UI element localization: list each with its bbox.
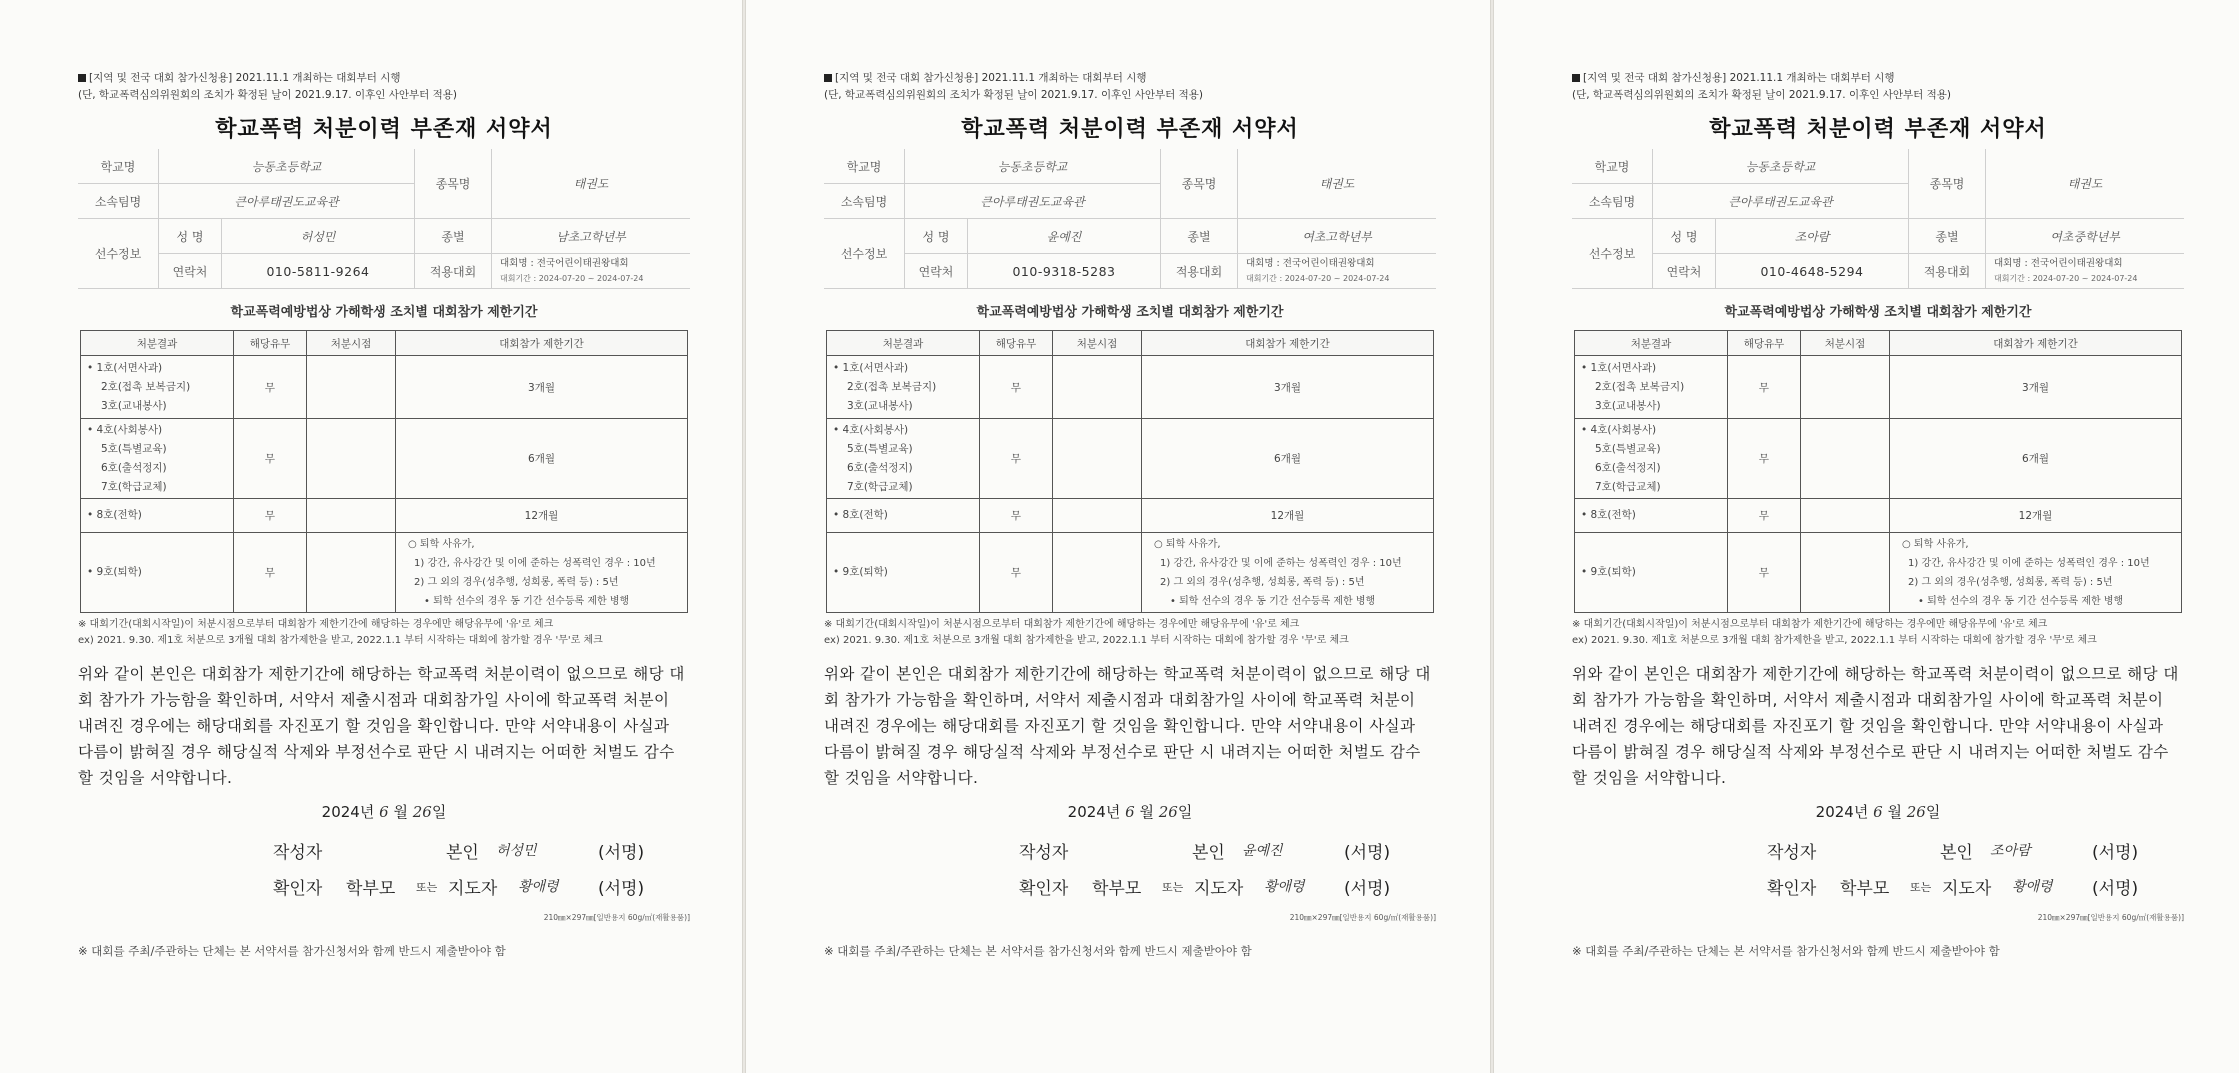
row1-applicable: 무: [1728, 356, 1801, 419]
comp-name: 전국어린이태권왕대회: [536, 258, 629, 269]
square-bullet-icon: [78, 74, 86, 82]
parent-label: 학부모: [346, 879, 396, 899]
label-applied-comp: 적용대회: [1909, 254, 1986, 289]
footnotes: [78, 617, 690, 649]
writer-label: 작성자: [1019, 843, 1069, 863]
pledge-text: 위와 같이 본인은 대회참가 제한기간에 해당하는 학교폭력 처분이력이 없으므로 해당 대회 참가가 가능함을 확인하며, 서약서 제출시점과 대회참가일 사이에 학교폭력 처분이 내려진 경우에는 해당대회를 자진포기 할 것임을 확인합니다. 만약 서약내용이 사실과 다름이 밝혀질 경우 해당실적 삭제와 부정선수로 판단 시 내려지는 어떠한 처벌도 감수할 것임을 서약합니다.: [78, 665, 685, 787]
row4-applicable: 무: [980, 533, 1053, 613]
th-limit: 대회참가 제한기간: [1890, 331, 2182, 356]
th-result: 처분결과: [1575, 331, 1728, 356]
coach-signature: 황애령: [1264, 879, 1305, 895]
signature-block: [1572, 838, 2184, 910]
writer-label: 작성자: [273, 843, 323, 863]
row4-categories: • 9호(퇴학): [1575, 533, 1728, 613]
restriction-subtitle: 학교폭력예방법상 가해학생 조치별 대회참가 제한기간: [976, 305, 1284, 320]
coach-sign-label: (서명): [2092, 879, 2139, 899]
th-result: 처분결과: [827, 331, 980, 356]
label-category: 종별: [415, 219, 492, 254]
pledge-sheet-2: [746, 0, 1490, 1073]
notice-line-2: (단, 학교폭력심의위원회의 조치가 확정된 날이 2021.9.17. 이후인 사안부터 적용): [824, 89, 1204, 101]
date-day-label: 일: [431, 803, 447, 821]
confirm-row: [1572, 874, 2184, 904]
label-applied-comp: 적용대회: [1161, 254, 1238, 289]
row4-categories: • 9호(퇴학): [827, 533, 980, 613]
label-player-info: 선수정보: [78, 219, 159, 289]
row1-categories: • 1호(서면사과) 2호(접촉 보복금지) 3호(교내봉사): [81, 356, 234, 419]
row1-date: [307, 356, 396, 419]
th-applicable: 해당유무: [234, 331, 307, 356]
label-name: 성 명: [159, 219, 222, 254]
notice: [1572, 70, 2184, 104]
document-title: 학교폭력 처분이력 부존재 서약서: [1709, 117, 2047, 142]
th-limit: 대회참가 제한기간: [1142, 331, 1434, 356]
bottom-note: ※ 대회를 주최/주관하는 단체는 본 서약서를 참가신청서와 함께 반드시 제출받아야 함: [78, 944, 506, 958]
signature-block: [78, 838, 690, 910]
footnote-2: ex) 2021. 9.30. 제1호 처분으로 3개월 대회 참가제한을 받고, 2022.1.1 부터 시작하는 대회에 참가할 경우 '무'로 체크: [1572, 635, 2097, 646]
restriction-subtitle: 학교폭력예방법상 가해학생 조치별 대회참가 제한기간: [1724, 305, 2032, 320]
row3-date: [1801, 499, 1890, 533]
date-year: 2024년: [321, 803, 375, 821]
th-date: 처분시점: [1801, 331, 1890, 356]
self-label: 본인: [1940, 843, 1973, 863]
writer-row: [824, 838, 1436, 868]
row1-applicable: 무: [234, 356, 307, 419]
row4-categories: • 9호(퇴학): [81, 533, 234, 613]
pledge-date: [78, 801, 690, 822]
row2-limit: 6개월: [396, 419, 688, 499]
row2-categories: • 4호(사회봉사) 5호(특별교육) 6호(출석정지) 7호(학급교체): [81, 419, 234, 499]
event-value: 태권도: [1986, 149, 2185, 219]
pledge-sheet-3: [1494, 0, 2239, 1073]
writer-row: [78, 838, 690, 868]
label-event: 종목명: [415, 149, 492, 219]
writer-row: [1572, 838, 2184, 868]
sheet-content: [1572, 70, 2184, 959]
row1-limit: 3개월: [396, 356, 688, 419]
date-day: 26: [1906, 803, 1926, 821]
pledge-sheet-1: [0, 0, 742, 1073]
date-day: 26: [412, 803, 432, 821]
footnote-1: ※ 대회기간(대회시작일)이 처분시점으로부터 대회참가 제한기간에 해당하는 경우에만 해당유무에 '유'로 체크: [824, 619, 1300, 630]
th-limit: 대회참가 제한기간: [396, 331, 688, 356]
label-affiliation: 소속팀명: [1572, 184, 1653, 219]
row4-applicable: 무: [1728, 533, 1801, 613]
row2-date: [1801, 419, 1890, 499]
player-name: 윤예진: [968, 219, 1161, 254]
info-table: [824, 149, 1436, 289]
date-day-label: 일: [1177, 803, 1193, 821]
pledge-date: [1572, 801, 2184, 822]
footnote-2: ex) 2021. 9.30. 제1호 처분으로 3개월 대회 참가제한을 받고, 2022.1.1 부터 시작하는 대회에 참가할 경우 '무'로 체크: [824, 635, 1349, 646]
row2-categories: • 4호(사회봉사) 5호(특별교육) 6호(출석정지) 7호(학급교체): [827, 419, 980, 499]
player-name: 허성민: [222, 219, 415, 254]
confirm-row: [78, 874, 690, 904]
affiliation-value: 큰아루태권도교육관: [905, 184, 1161, 219]
label-comp-period: 대회기간 :: [1246, 274, 1283, 283]
row2-categories: • 4호(사회봉사) 5호(특별교육) 6호(출석정지) 7호(학급교체): [1575, 419, 1728, 499]
label-contact: 연락처: [905, 254, 968, 289]
affiliation-value: 큰아루태권도교육관: [1653, 184, 1909, 219]
coach-label: 지도자: [1194, 879, 1244, 899]
label-event: 종목명: [1161, 149, 1238, 219]
signature-block: [824, 838, 1436, 910]
row2-applicable: 무: [1728, 419, 1801, 499]
row2-applicable: 무: [234, 419, 307, 499]
info-table: [78, 149, 690, 289]
date-year: 2024년: [1067, 803, 1121, 821]
pledge-text: 위와 같이 본인은 대회참가 제한기간에 해당하는 학교폭력 처분이력이 없으므로 해당 대회 참가가 가능함을 확인하며, 서약서 제출시점과 대회참가일 사이에 학교폭력 처분이 내려진 경우에는 해당대회를 자진포기 할 것임을 확인합니다. 만약 서약내용이 사실과 다름이 밝혀질 경우 해당실적 삭제와 부정선수로 판단 시 내려지는 어떠한 처벌도 감수할 것임을 서약합니다.: [1572, 665, 2179, 787]
label-affiliation: 소속팀명: [824, 184, 905, 219]
restriction-subtitle: 학교폭력예방법상 가해학생 조치별 대회참가 제한기간: [230, 305, 538, 320]
school-value: 능동초등학교: [905, 149, 1161, 184]
self-sign-label: (서명): [2092, 843, 2139, 863]
square-bullet-icon: [1572, 74, 1580, 82]
label-category: 종별: [1909, 219, 1986, 254]
school-value: 능동초등학교: [1653, 149, 1909, 184]
row3-limit: 12개월: [396, 499, 688, 533]
th-date: 처분시점: [1053, 331, 1142, 356]
or-label: 또는: [416, 881, 438, 894]
label-contact: 연락처: [159, 254, 222, 289]
notice-line-2: (단, 학교폭력심의위원회의 조치가 확정된 날이 2021.9.17. 이후인 사안부터 적용): [78, 89, 458, 101]
label-category: 종별: [1161, 219, 1238, 254]
label-school: 학교명: [824, 149, 905, 184]
row2-limit: 6개월: [1142, 419, 1434, 499]
notice-line-2: (단, 학교폭력심의위원회의 조치가 확정된 날이 2021.9.17. 이후인 사안부터 적용): [1572, 89, 1952, 101]
row3-limit: 12개월: [1890, 499, 2182, 533]
document-title: 학교폭력 처분이력 부존재 서약서: [961, 117, 1299, 142]
row4-date: [1801, 533, 1890, 613]
footnotes: [824, 617, 1436, 649]
self-signature: 조아람: [1990, 843, 2031, 859]
affiliation-value: 큰아루태권도교육관: [159, 184, 415, 219]
date-day: 26: [1158, 803, 1178, 821]
label-player-info: 선수정보: [824, 219, 905, 289]
label-name: 성 명: [905, 219, 968, 254]
notice: [78, 70, 690, 104]
row1-limit: 3개월: [1142, 356, 1434, 419]
row3-applicable: 무: [1728, 499, 1801, 533]
coach-sign-label: (서명): [598, 879, 645, 899]
footnote-1: ※ 대회기간(대회시작일)이 처분시점으로부터 대회참가 제한기간에 해당하는 경우에만 해당유무에 '유'로 체크: [78, 619, 554, 630]
contact-value: 010-5811-9264: [222, 254, 415, 289]
self-sign-label: (서명): [1344, 843, 1391, 863]
row2-limit: 6개월: [1890, 419, 2182, 499]
label-school: 학교명: [78, 149, 159, 184]
notice-line-1: [지역 및 전국 대회 참가신청용] 2021.11.1 개최하는 대회부터 시행: [89, 72, 401, 84]
restriction-table: [1574, 330, 2182, 613]
self-signature: 허성민: [496, 843, 537, 859]
writer-label: 작성자: [1767, 843, 1817, 863]
date-day-label: 일: [1925, 803, 1941, 821]
category-value: 남초고학년부: [492, 219, 691, 254]
date-month: 6: [379, 803, 389, 821]
category-value: 여초고학년부: [1238, 219, 1437, 254]
coach-label: 지도자: [1942, 879, 1992, 899]
sheet-content: [78, 70, 690, 959]
notice-line-1: [지역 및 전국 대회 참가신청용] 2021.11.1 개최하는 대회부터 시행: [835, 72, 1147, 84]
row3-applicable: 무: [234, 499, 307, 533]
row3-categories: • 8호(전학): [827, 499, 980, 533]
label-name: 성 명: [1653, 219, 1716, 254]
row1-categories: • 1호(서면사과) 2호(접촉 보복금지) 3호(교내봉사): [827, 356, 980, 419]
label-applied-comp: 적용대회: [415, 254, 492, 289]
parent-label: 학부모: [1092, 879, 1142, 899]
date-year: 2024년: [1815, 803, 1869, 821]
coach-signature: 황애령: [518, 879, 559, 895]
self-sign-label: (서명): [598, 843, 645, 863]
row3-categories: • 8호(전학): [1575, 499, 1728, 533]
or-label: 또는: [1162, 881, 1184, 894]
row1-limit: 3개월: [1890, 356, 2182, 419]
info-table: [1572, 149, 2184, 289]
applied-comp: [492, 254, 691, 289]
row4-applicable: 무: [234, 533, 307, 613]
contact-value: 010-9318-5283: [968, 254, 1161, 289]
comp-period: 2024-07-20 ~ 2024-07-24: [538, 274, 644, 283]
coach-signature: 황애령: [2012, 879, 2053, 895]
or-label: 또는: [1910, 881, 1932, 894]
label-contact: 연락처: [1653, 254, 1716, 289]
coach-sign-label: (서명): [1344, 879, 1391, 899]
paper-spec: 210㎜×297㎜[일반용지 60g/㎡(재활용품)]: [2037, 913, 2184, 922]
row1-date: [1801, 356, 1890, 419]
label-comp-period: 대회기간 :: [1994, 274, 2031, 283]
row3-date: [307, 499, 396, 533]
bottom-note: ※ 대회를 주최/주관하는 단체는 본 서약서를 참가신청서와 함께 반드시 제출받아야 함: [1572, 944, 2000, 958]
self-label: 본인: [1192, 843, 1225, 863]
date-month: 6: [1125, 803, 1135, 821]
confirm-row: [824, 874, 1436, 904]
paper-spec: 210㎜×297㎜[일반용지 60g/㎡(재활용품)]: [543, 913, 690, 922]
contact-value: 010-4648-5294: [1716, 254, 1909, 289]
self-label: 본인: [446, 843, 479, 863]
row2-applicable: 무: [980, 419, 1053, 499]
row2-date: [1053, 419, 1142, 499]
row3-date: [1053, 499, 1142, 533]
category-value: 여초중학년부: [1986, 219, 2185, 254]
row1-date: [1053, 356, 1142, 419]
school-value: 능동초등학교: [159, 149, 415, 184]
date-month: 6: [1873, 803, 1883, 821]
row4-date: [1053, 533, 1142, 613]
row4-limit: ○ 퇴학 사유가, 1) 강간, 유사강간 및 이에 준하는 성폭력인 경우 : 10년 2) 그 외의 경우(성추행, 성희롱, 폭력 등) : 5년 • 퇴학 선수의 경우 동 기간 선수등록 제한 병행: [1890, 533, 2182, 613]
comp-name: 전국어린이태권왕대회: [2030, 258, 2123, 269]
label-comp-name: 대회명 :: [1994, 258, 2028, 269]
square-bullet-icon: [824, 74, 832, 82]
parent-label: 학부모: [1840, 879, 1890, 899]
sheet-content: [824, 70, 1436, 959]
event-value: 태권도: [1238, 149, 1437, 219]
applied-comp: [1238, 254, 1437, 289]
th-applicable: 해당유무: [1728, 331, 1801, 356]
footnote-2: ex) 2021. 9.30. 제1호 처분으로 3개월 대회 참가제한을 받고, 2022.1.1 부터 시작하는 대회에 참가할 경우 '무'로 체크: [78, 635, 603, 646]
bottom-note: ※ 대회를 주최/주관하는 단체는 본 서약서를 참가신청서와 함께 반드시 제출받아야 함: [824, 944, 1252, 958]
th-applicable: 해당유무: [980, 331, 1053, 356]
row3-applicable: 무: [980, 499, 1053, 533]
row3-categories: • 8호(전학): [81, 499, 234, 533]
date-month-label: 월: [1139, 803, 1154, 821]
notice-line-1: [지역 및 전국 대회 참가신청용] 2021.11.1 개최하는 대회부터 시행: [1583, 72, 1895, 84]
player-name: 조아람: [1716, 219, 1909, 254]
label-player-info: 선수정보: [1572, 219, 1653, 289]
applied-comp: [1986, 254, 2185, 289]
document-title: 학교폭력 처분이력 부존재 서약서: [215, 117, 553, 142]
pledge-text: 위와 같이 본인은 대회참가 제한기간에 해당하는 학교폭력 처분이력이 없으므로 해당 대회 참가가 가능함을 확인하며, 서약서 제출시점과 대회참가일 사이에 학교폭력 처분이 내려진 경우에는 해당대회를 자진포기 할 것임을 확인합니다. 만약 서약내용이 사실과 다름이 밝혀질 경우 해당실적 삭제와 부정선수로 판단 시 내려지는 어떠한 처벌도 감수할 것임을 서약합니다.: [824, 665, 1431, 787]
label-comp-name: 대회명 :: [500, 258, 534, 269]
row4-limit: ○ 퇴학 사유가, 1) 강간, 유사강간 및 이에 준하는 성폭력인 경우 : 10년 2) 그 외의 경우(성추행, 성희롱, 폭력 등) : 5년 • 퇴학 선수의 경우 동 기간 선수등록 제한 병행: [396, 533, 688, 613]
confirm-label: 확인자: [1019, 879, 1069, 899]
th-result: 처분결과: [81, 331, 234, 356]
confirm-label: 확인자: [1767, 879, 1817, 899]
notice: [824, 70, 1436, 104]
row1-categories: • 1호(서면사과) 2호(접촉 보복금지) 3호(교내봉사): [1575, 356, 1728, 419]
row4-limit: ○ 퇴학 사유가, 1) 강간, 유사강간 및 이에 준하는 성폭력인 경우 : 10년 2) 그 외의 경우(성추행, 성희롱, 폭력 등) : 5년 • 퇴학 선수의 경우 동 기간 선수등록 제한 병행: [1142, 533, 1434, 613]
restriction-table: [80, 330, 688, 613]
confirm-label: 확인자: [273, 879, 323, 899]
label-comp-period: 대회기간 :: [500, 274, 537, 283]
label-affiliation: 소속팀명: [78, 184, 159, 219]
label-event: 종목명: [1909, 149, 1986, 219]
comp-name: 전국어린이태권왕대회: [1282, 258, 1375, 269]
paper-spec: 210㎜×297㎜[일반용지 60g/㎡(재활용품)]: [1289, 913, 1436, 922]
self-signature: 윤예진: [1242, 843, 1283, 859]
date-month-label: 월: [393, 803, 408, 821]
th-date: 처분시점: [307, 331, 396, 356]
footnotes: [1572, 617, 2184, 649]
restriction-table: [826, 330, 1434, 613]
label-school: 학교명: [1572, 149, 1653, 184]
comp-period: 2024-07-20 ~ 2024-07-24: [1284, 274, 1390, 283]
event-value: 태권도: [492, 149, 691, 219]
row1-applicable: 무: [980, 356, 1053, 419]
comp-period: 2024-07-20 ~ 2024-07-24: [2032, 274, 2138, 283]
footnote-1: ※ 대회기간(대회시작일)이 처분시점으로부터 대회참가 제한기간에 해당하는 경우에만 해당유무에 '유'로 체크: [1572, 619, 2048, 630]
row4-date: [307, 533, 396, 613]
pledge-date: [824, 801, 1436, 822]
date-month-label: 월: [1887, 803, 1902, 821]
coach-label: 지도자: [448, 879, 498, 899]
row2-date: [307, 419, 396, 499]
row3-limit: 12개월: [1142, 499, 1434, 533]
label-comp-name: 대회명 :: [1246, 258, 1280, 269]
